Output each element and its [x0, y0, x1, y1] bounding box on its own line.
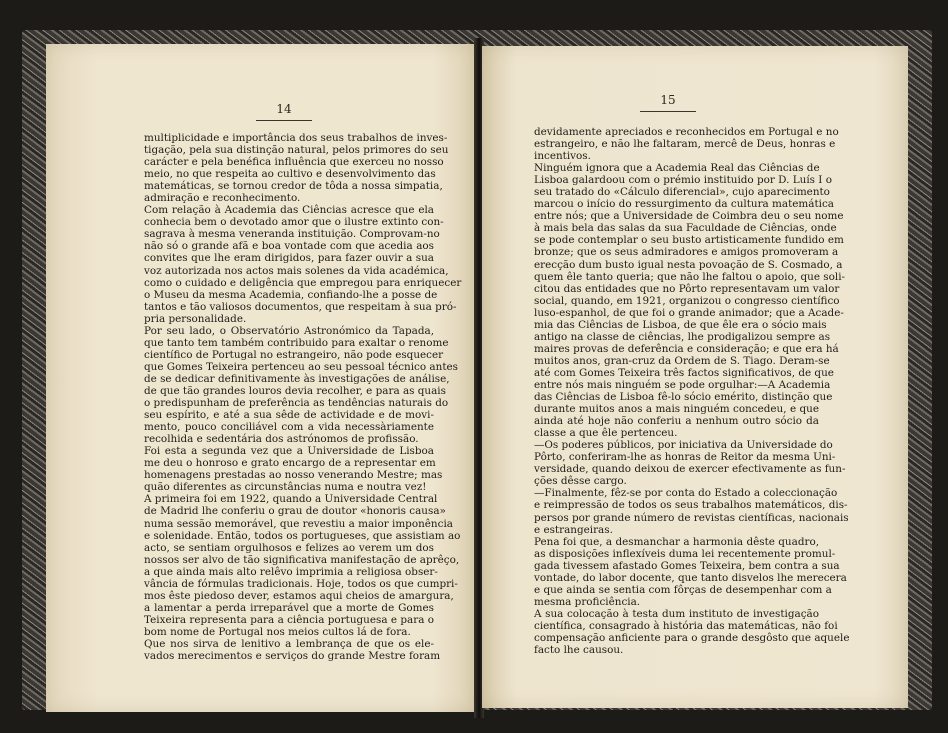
text-line: e reimpressão de todos os seus trabalhos matemáticos, dis-: [534, 499, 848, 512]
text-line: A sua colocação à testa dum instituto de investigação: [534, 607, 819, 620]
text-line: matemáticas, se tornou credor de tôda a nossa simpatia,: [144, 180, 443, 193]
text-line: Ninguém ignora que a Academia Real das Ciências de: [534, 162, 820, 175]
text-line: classe a que êle pertenceu.: [534, 427, 678, 440]
text-line: estrangeiro, e não lhe faltaram, mercê de Deus, honras e: [534, 138, 836, 151]
text-line: vontade, do labor docente, que tanto disvelos lhe merecera: [534, 571, 847, 584]
text-line: entre nós mais ninguém se pode orgulhar:—A Academia: [534, 378, 831, 391]
text-line: científico de Portugal no estrangeiro, não pode esquecer: [144, 348, 444, 361]
left-page-text: [144, 132, 462, 663]
text-line: científica, consagrado à história das matemáticas, não foi: [534, 619, 838, 632]
text-line: à mais bela das salas da sua Faculdade de Ciências, onde: [534, 222, 837, 235]
text-line: carácter e pela benéfica influência que exerceu no nosso: [144, 156, 444, 169]
right-page-text: [534, 126, 850, 657]
text-line: mesma proficiência.: [534, 595, 641, 608]
text-line: meio, no que respeita ao cultivo e desenvolvimento das: [144, 168, 436, 181]
text-line: de se dedicar definitivamente às investigações de análise,: [144, 372, 450, 385]
right-page: [482, 46, 908, 708]
text-line: Teixeira representa para a ciência portuguesa e para o: [144, 613, 434, 626]
page-number-right: 15: [638, 93, 698, 112]
text-line: Lisboa galardoou com o prémio instituido por D. Luís I o: [534, 174, 832, 187]
text-line: que tanto tem também contribuido para exaltar o renome: [144, 336, 449, 349]
text-line: ções dêsse cargo.: [534, 475, 627, 488]
text-line: homenagens prestadas ao nosso venerando Mestre; mas: [144, 469, 443, 482]
text-line: que Gomes Teixeira pertenceu ao seu pessoal técnico antes: [144, 360, 458, 373]
text-line: Que nos sirva de lenitivo a lembrança de que os ele-: [144, 637, 434, 650]
text-line: muitos anos, gran-cruz da Ordem de S. Tiago. Deram-se: [534, 354, 830, 367]
text-line: mos êste piedoso dever, estamos aqui cheios de amargura,: [144, 589, 454, 602]
text-line: gada tivessem afastado Gomes Teixeira, bem contra a sua: [534, 559, 840, 572]
text-line: não só o grande afã e boa vontade com que acedia aos: [144, 240, 434, 253]
text-line: como o cuidado e deligência que empregou para enriquecer: [144, 276, 462, 289]
text-line: ainda até hoje não conferiu a nenhum outro sócio da: [534, 415, 819, 428]
text-line: de que tão grandes louros devia recolher, e para as quais: [144, 384, 446, 397]
text-line: antigo na classe de ciências, lhe prodigalizou sempre as: [534, 330, 831, 343]
text-line: compensação anficiente para o grande desgôsto que aquele: [534, 631, 850, 644]
text-line: de Madrid lhe conferiu o grau de doutor «honoris causa»: [144, 505, 446, 518]
text-line: versidade, quando deixou de exercer efectivamente as fun-: [534, 463, 846, 476]
text-line: incentivos.: [534, 150, 591, 163]
left-page: [46, 44, 476, 712]
text-line: bronze; que os seus admiradores e amigos promoveram a: [534, 246, 839, 259]
text-line: e que ainda se sentia com fôrças de desempenhar com a: [534, 583, 832, 596]
text-line: me deu o honroso e grato encargo de a representar em: [144, 457, 436, 470]
text-line: Por seu lado, o Observatório Astronómico da Tapada,: [144, 324, 434, 337]
text-line: e estrangeiras.: [534, 523, 613, 536]
text-line: o predispunham de preferência as tendências naturais do: [144, 397, 449, 410]
text-line: Foi esta a segunda vez que a Universidade de Lisboa: [144, 445, 434, 458]
text-line: persos por grande número de revistas científicas, nacionais: [534, 511, 849, 524]
text-line: devidamente apreciados e reconhecidos em Portugal e no: [534, 126, 839, 138]
text-line: admiração e reconhecimento.: [144, 192, 301, 205]
text-line: acto, se sentiam orgulhosos e felizes ao verem um dos: [144, 541, 434, 554]
text-line: mento, pouco conciliável com a vida necessàriamente: [144, 421, 434, 434]
text-line: pria personalidade.: [144, 312, 247, 325]
text-line: tantos e tão valiosos documentos, que respeitam à sua pró-: [144, 300, 457, 313]
text-line: entre nós; que a Universidade de Coimbra deu o seu nome: [534, 210, 844, 223]
text-line: Pôrto, conferiram-lhe as honras de Reitor da mesma Uni-: [534, 451, 836, 464]
text-line: até com Gomes Teixeira três factos significativos, de que: [534, 366, 834, 379]
text-line: bom nome de Portugal nos meios cultos lá de fora.: [144, 625, 411, 638]
text-line: luso-espanhol, de que foi o grande animador; que a Acade-: [534, 306, 844, 319]
text-line: social, quando, em 1921, organizou o congresso científico: [534, 294, 840, 307]
text-line: marcou o início do ressurgimento da cultura matemática: [534, 198, 834, 211]
text-line: a que ainda mais alto relêvo imprimia a religiosa obser-: [144, 565, 438, 578]
text-line: numa sessão memorável, que revestiu a maior imponência: [144, 517, 453, 530]
text-line: recolhida e sedentária dos astrónomos de profissão.: [144, 433, 419, 446]
text-line: as disposições inflexíveis duma lei recentemente promul-: [534, 547, 836, 560]
text-line: das Ciências de Lisboa fê-lo sócio emérito, distinção que: [534, 391, 833, 404]
text-line: citou das entidades que no Pôrto representavam um valor: [534, 282, 840, 295]
text-line: sagrava à mesma veneranda instituição. Comprovam-no: [144, 228, 440, 241]
text-line: Pena foi que, a desmanchar a harmonia dêste quadro,: [534, 535, 819, 548]
text-line: durante muitos anos a mais ninguém concedeu, e que: [534, 403, 819, 416]
text-line: facto lhe causou.: [534, 644, 624, 657]
text-line: a lamentar a perda irreparável que a morte de Gomes: [144, 601, 434, 614]
text-line: seu espírito, e até a sua sêde de actividade e de movi-: [144, 409, 434, 422]
text-line: tigação, pela sua distinção natural, pelos primores do seu: [144, 144, 449, 157]
text-line: o Museu da mesma Academia, confiando-lhe a posse de: [144, 288, 438, 301]
text-line: mia das Ciências de Lisboa, de que êle era o sócio mais: [534, 318, 827, 331]
text-line: voz autorizada nos actos mais solenes da vida académica,: [144, 264, 449, 277]
text-line: vância de fórmulas tradicionais. Hoje, todos os que cumpri-: [144, 577, 458, 590]
text-line: convites que lhe eram dirigidos, para fazer ouvir a sua: [144, 252, 434, 265]
page-number-left: 14: [254, 102, 314, 121]
text-line: quem êle tanto queria; que não lhe faltou o apoio, que soli-: [534, 270, 846, 283]
text-line: maires provas de deferência e consideração; e que era há: [534, 342, 839, 355]
text-line: —Os poderes públicos, por iniciativa da Universidade do: [534, 439, 833, 452]
text-line: conhecia bem o devotado amor que o ilustre extinto con-: [144, 216, 444, 229]
text-line: quão diferentes as circunstâncias numa e noutra vez!: [144, 481, 427, 494]
text-line: seu tratado do «Cálculo diferencial», cujo aparecimento: [534, 186, 830, 199]
text-line: Com relação à Academia das Ciências acresce que ela: [144, 204, 434, 217]
text-line: multiplicidade e importância dos seus trabalhos de inves-: [144, 132, 448, 144]
text-line: vados merecimentos e serviços do grande Mestre foram: [144, 650, 441, 663]
text-line: e solenidade. Então, todos os portugueses, que assistiam ao: [144, 529, 461, 542]
text-line: —Finalmente, fêz-se por conta do Estado a coleccionação: [534, 487, 838, 500]
text-line: A primeira foi em 1922, quando a Universidade Central: [144, 493, 438, 506]
text-line: nossos ser alvo de tão significativa manifestação de aprêço,: [144, 553, 460, 566]
text-line: se pode contemplar o seu busto artisticamente fundido em: [534, 234, 844, 247]
text-line: erecção dum busto igual nesta povoação de S. Cosmado, a: [534, 258, 843, 271]
